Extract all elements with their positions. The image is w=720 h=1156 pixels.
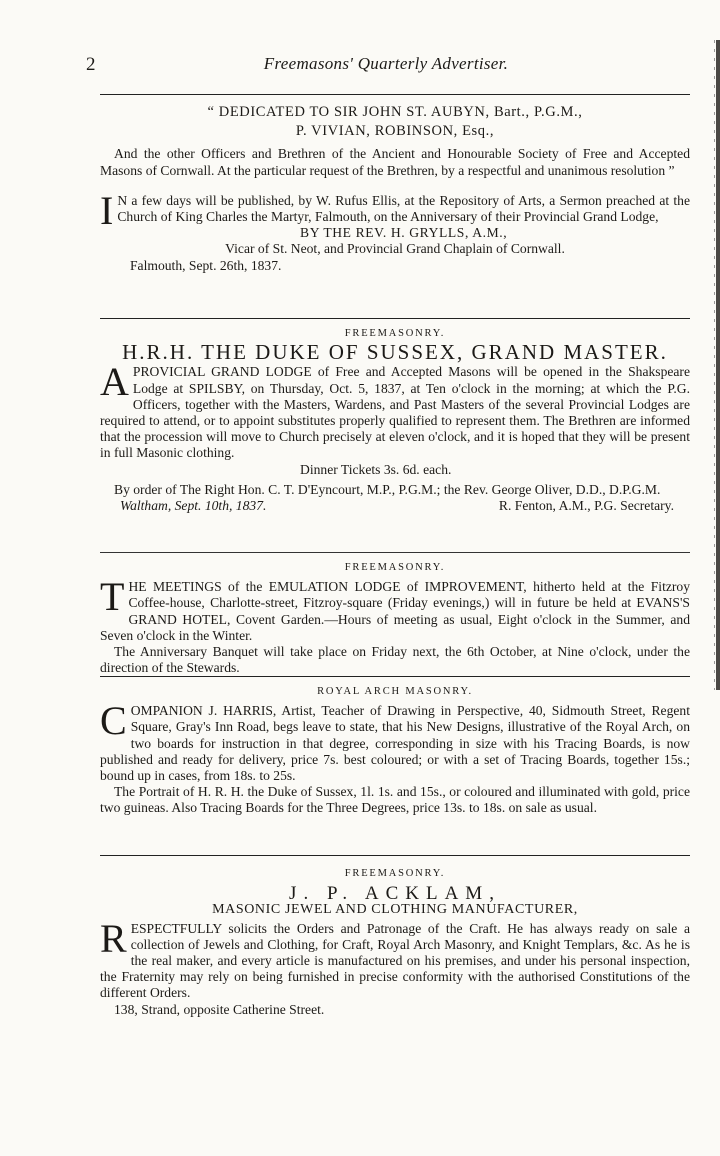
drop-cap: T [100,574,125,620]
emulation-body: HE MEETINGS of the EMULATION LODGE of IMPROVEMENT, hitherto held at the Fitzroy Coffee-house, Charlotte-street, Fitzroy-square (Friday evenings,) will in future be held at EVANS'S GRAND HOTEL, Covent Garden.—Hours of meeting as usual, Eight o'clock in the Summer, and Seven o'clock in the Winter. [100,579,690,643]
drop-cap: R [100,915,127,961]
ad-provincial-grand-lodge [100,326,690,515]
maker-name: J. P. ACKLAM, [289,883,501,905]
drop-cap: A [100,359,129,405]
secretary: R. Fenton, A.M., P.G. Secretary. [498,498,674,514]
dedication-line-1: “ DEDICATED TO SIR JOHN ST. AUBYN, Bart., P.G.M., [207,104,583,120]
running-title: Freemasons' Quarterly Advertiser. [263,54,509,73]
page-edge-marks [714,40,715,690]
section-kicker: FREEMASONRY. [344,328,446,339]
section-rule [100,855,690,856]
acklam-body: ESPECTFULLY solicits the Orders and Patronage of the Craft. He has always ready on sale a collection of Jewels and Clothing, for Craft, Royal Arch Masonry, and Knight Templars, &c. As he is the real maker, and every article is manufactured on his premises, and under his personal inspection, the Fraternity may rely on being furnished in precise conformity with the authorised Constitutions of the different Orders. [100,920,690,1001]
maker-trade: MASONIC JEWEL AND CLOTHING MANUFACTURER, [212,902,578,918]
banquet-notice: The Anniversary Banquet will take place on Friday next, the 6th October, at Nine o'clock, under the direction of the Stewards. [100,644,690,676]
lodge-dateline: Waltham, Sept. 10th, 1837. [120,498,267,514]
section-kicker: FREEMASONRY. [344,868,446,879]
ad-acklam [100,866,690,1018]
portrait-notice: The Portrait of H. R. H. the Duke of Sussex, 1l. 1s. and 15s., or coloured and illuminated with gold, price two guineas. Also Tracing Boards for the Three Degrees, price 13s. to 18s. on sale as usual. [100,784,690,816]
headline: H.R.H. THE DUKE OF SUSSEX, GRAND MASTER. [122,340,668,365]
lodge-body: PROVICIAL GRAND LODGE of Free and Accepted Masons will be opened in the Shakspeare Lodge at SPILSBY, on Thursday, Oct. 5, 1837, at Ten o'clock in the morning; at which the P.G. Officers, together with the Masters, Wardens, and Past Masters of the several Provincial Lodges are required to attend, or to appoint substitutes properly qualified to represent them. The Brethren are informed that the procession will move to Church precisely at eleven o'clock, and it is hoped that they will be present in full Masonic clothing. [100,364,690,461]
maker-address: 138, Strand, opposite Catherine Street. [114,1001,325,1017]
drop-cap: I [100,187,114,233]
dedication-line-2: P. VIVIAN, ROBINSON, Esq., [295,123,495,140]
header-rule [100,94,690,95]
section-rule [100,318,690,319]
ad-emulation-lodge [100,560,690,676]
section-rule [100,552,690,553]
drop-cap: C [100,698,127,744]
section-kicker: FREEMASONRY. [344,562,446,573]
author-title: Vicar of St. Neot, and Provincial Grand Chaplain of Cornwall. [225,241,565,257]
page-number: 2 [86,54,96,75]
emulation-notice [100,574,690,644]
running-header [86,54,686,76]
harris-notice [100,698,690,784]
order-line: By order of The Right Hon. C. T. D'Eyncourt, M.P., P.G.M.; the Rev. George Oliver, D.D., D.P.G.M. [114,481,661,497]
lodge-notice [100,359,690,461]
acklam-notice [100,915,690,1002]
sermon-dateline: Falmouth, Sept. 26th, 1837. [130,257,282,273]
section-kicker: ROYAL ARCH MASONRY. [317,686,473,697]
signature-row [100,498,690,515]
dedication-body: And the other Officers and Brethren of the Ancient and Honourable Society of Free and Accepted Masons of Cornwall. At the particular request of the Brethren, by a respectful and unanimous resolution ” [100,146,690,178]
harris-body: OMPANION J. HARRIS, Artist, Teacher of Drawing in Perspective, 40, Sidmouth Street, Regent Square, Gray's Inn Road, begs leave to state, that his New Designs, illustrative of the Royal Arch, on two boards for instruction in that degree, corresponding in size with his Tracing Boards, is now published and ready for delivery, price 7s. best coloured; or with a set of Tracing Boards, together 15s.; bound up in cases, from 18s. to 25s. [100,703,690,784]
ad-sermon [100,104,690,274]
sermon-author: BY THE REV. H. GRYLLS, A.M., [300,225,508,241]
ad-royal-arch [100,684,690,817]
sermon-body: N a few days will be published, by W. Rufus Ellis, at the Repository of Arts, a Sermon preached at the Church of King Charles the Martyr, Falmouth, on the Anniversary of their Provincial Grand Lodge, [117,192,690,225]
section-rule [100,676,690,677]
dinner-tickets: Dinner Tickets 3s. 6d. each. [300,461,452,477]
